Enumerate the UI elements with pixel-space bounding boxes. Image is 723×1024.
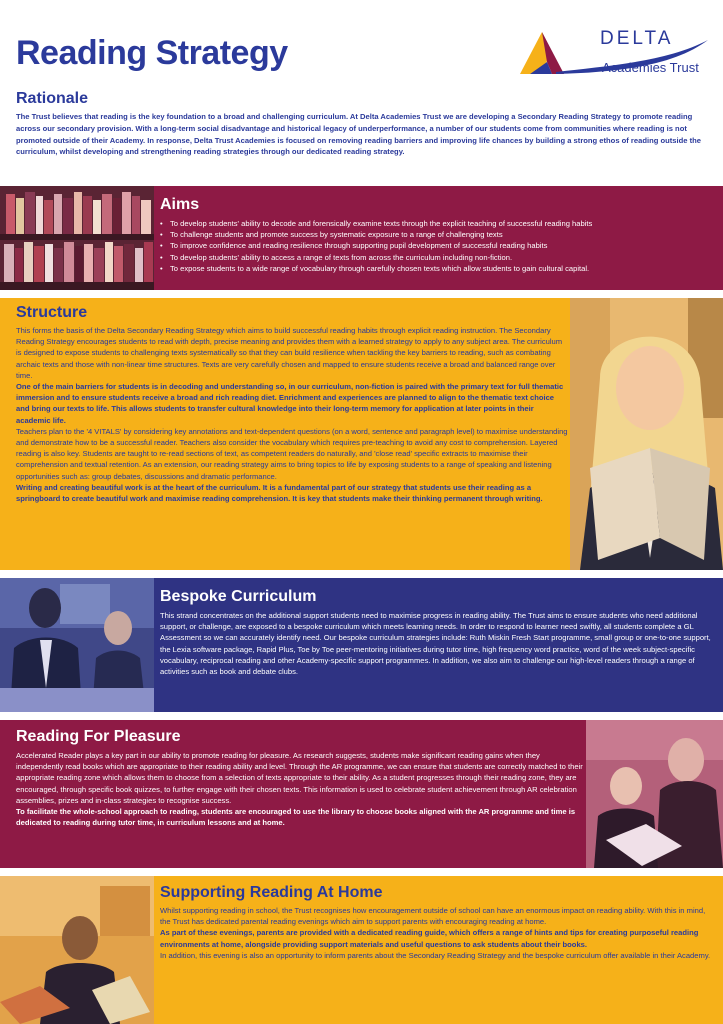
logo-wordmark: DELTA xyxy=(600,28,674,49)
aims-title: Aims xyxy=(160,196,200,213)
students-classroom-photo xyxy=(0,578,154,712)
aims-content xyxy=(160,196,716,274)
structure-paragraph: This forms the basis of the Delta Secondary Reading Strategy which aims to build successful reading habits through explicit reading instruction. The Secondary Reading Strategy encourages students to read with depth, precise meaning and provides them with a learned strategy to apply to any subject area. The curriculum is designed to expose students to challenging texts systematically so that they can build resilience when tackling the key barriers to reading, such as combating archaic texts and those with non-linear time structures. Texts are very carefully chosen and mapped to ensure students receive a broad and balanced range over time. xyxy=(16,326,563,380)
list-item: • To expose students to a wide range of vocabulary through carefully chosen texts which allow students to gain cultural capital. xyxy=(160,263,716,274)
logo-subtitle: Academies Trust xyxy=(602,60,699,75)
structure-title: Structure xyxy=(16,304,88,321)
pleasure-title: Reading For Pleasure xyxy=(16,728,181,745)
aims-section xyxy=(0,186,723,290)
page-header xyxy=(0,0,723,92)
pleasure-section xyxy=(0,720,723,868)
list-item: • To challenge students and promote success by systematic exposure to a range of challenging texts xyxy=(160,229,716,240)
delta-logo xyxy=(516,26,712,78)
pleasure-paragraph: To facilitate the whole-school approach to reading, students are encouraged to use the library to choose books aligned with the AR programme and time is dedicated to reading during tutor time, in curriculum lessons and at home. xyxy=(16,807,576,828)
structure-paragraph: One of the main barriers for students is in decoding and understanding so, in our curriculum, non-fiction is paired with the primary text for full thematic immersion and to ensure students receive a broad and rich reading diet. Enrichment and experiences are planned to align to the thematic text choice and bring our texts to life. This allows students to transfer cultural knowledge into their long-term memory for application at later points in their academic life. xyxy=(16,382,564,425)
pleasure-content xyxy=(16,728,584,828)
list-item: • To develop students' ability to decode and forensically examine texts through the explicit teaching of successful reading habits xyxy=(160,218,716,229)
bespoke-section xyxy=(0,578,723,712)
rationale-title: Rationale xyxy=(16,90,89,107)
home-paragraph: Whilst supporting reading in school, the Trust recognises how encouragement outside of school can have an enormous impact on reading ability. With this in mind, the Trust has dedicated parental reading evenings which aim to support parents with encouraging reading at home. xyxy=(160,906,706,927)
structure-section xyxy=(0,298,723,570)
bookshelf-photo xyxy=(0,186,154,290)
structure-paragraph: Teachers plan to the '4 VITALS' by considering key annotations and text-dependent questions (on a word, sentence and paragraph level) to maximise understanding and demonstrate how to be a successful reader. Teachers also consider the vocabulary which requires pre-teaching to avoid any cost to comprehension. Layered reading is also key. Students are taught to re-read sections of text, as competent readers do naturally, and 'close read' specific extracts to maximise their comprehension and textual retention. As an extension, our reading strategy aims to bring topics to life by exposing students to a range of speaking and listening opportunities such as: group debates, discussions and dramatic performance. xyxy=(16,426,568,481)
teacher-student-photo xyxy=(586,720,723,868)
page-title: Reading Strategy xyxy=(16,34,288,72)
home-section xyxy=(0,876,723,1024)
pleasure-paragraph: Accelerated Reader plays a key part in our ability to promote reading for pleasure. As research suggests, students make significant reading gains when they independently read books which are appropriate to their reading ability and level. Through the AR programme, we can ensure that students are correctly matched to their appropriate reading zone which allows them to choose from a selection of texts appropriate to their ability. As a student progresses through their reading zone, they are encouraged, through specific book quizzes, to further engage with their chosen texts. This information is used to celebrate student achievement through AR celebration assemblies, prizes and in-class strategies to recognise success. xyxy=(16,751,583,805)
home-paragraph: In addition, this evening is also an opportunity to inform parents about the Secondary Reading Strategy and the bespoke curriculum offer available in their Academy. xyxy=(160,950,711,960)
student-reading-photo xyxy=(570,298,723,570)
home-paragraph: As part of these evenings, parents are provided with a dedicated reading guide, which offers a range of hints and tips for creating purposeful reading environments at home, alongside providing support materials and useful questions to ask students about their books. xyxy=(160,928,699,949)
list-item: • To improve confidence and reading resilience through supporting pupil development of successful reading habits xyxy=(160,240,716,251)
aims-list xyxy=(160,218,716,274)
rationale-section xyxy=(16,90,710,158)
home-content xyxy=(160,884,716,961)
list-item: • To develop students' ability to access a range of texts from across the curriculum including non-fiction. xyxy=(160,252,716,263)
structure-content xyxy=(16,304,568,504)
structure-paragraph: Writing and creating beautiful work is at the heart of the curriculum. It is a fundamental part of our strategy that students use their reading as a springboard to create beautiful work and maximise reading comprehension. It is key that students make their thinking permanent through writing. xyxy=(16,482,543,504)
home-title: Supporting Reading At Home xyxy=(160,884,383,901)
student-library-photo xyxy=(0,876,154,1024)
bespoke-title: Bespoke Curriculum xyxy=(160,588,317,605)
bespoke-text: This strand concentrates on the additional support students need to maximise progress in reading ability. The Trust aims to ensure students who need additional support, or challenge, are exposed to a bespoke curriculum which meets learning needs. In order to respond to learner need swiftly, all students complete a GL Assessment so we can accurately identify need. Our bespoke curriculum strategies include: Ruth Miskin Fresh Start programme, small group or one-to-one support, the Lexia software package, Rapid Plus, Toe by Toe peer-mentoring initiatives during tutor time, high frequency word practice, word of the week subject-specific vocabulary, reciprocal reading and other Academy-specific support programmes. In addition, we also aim to challenge our high-level readers through a range of activities such as book and debate clubs. xyxy=(160,611,711,677)
rationale-text: The Trust believes that reading is the key foundation to a broad and challenging curriculum. At Delta Academies Trust we are developing a Secondary Reading Strategy to promote reading across our secondary provision. With a long-term social disadvantage and historical legacy of underperformance, a number of our students come from communities where reading is not promoted outside of their Academy. In response, Delta Trust Academies is focused on removing reading barriers and improving life chances by building a strong ethos of reading outside the curriculum, whilst developing and strengthening reading strategies through our dedicated reading strategy. xyxy=(16,112,701,157)
bespoke-content xyxy=(160,588,716,677)
